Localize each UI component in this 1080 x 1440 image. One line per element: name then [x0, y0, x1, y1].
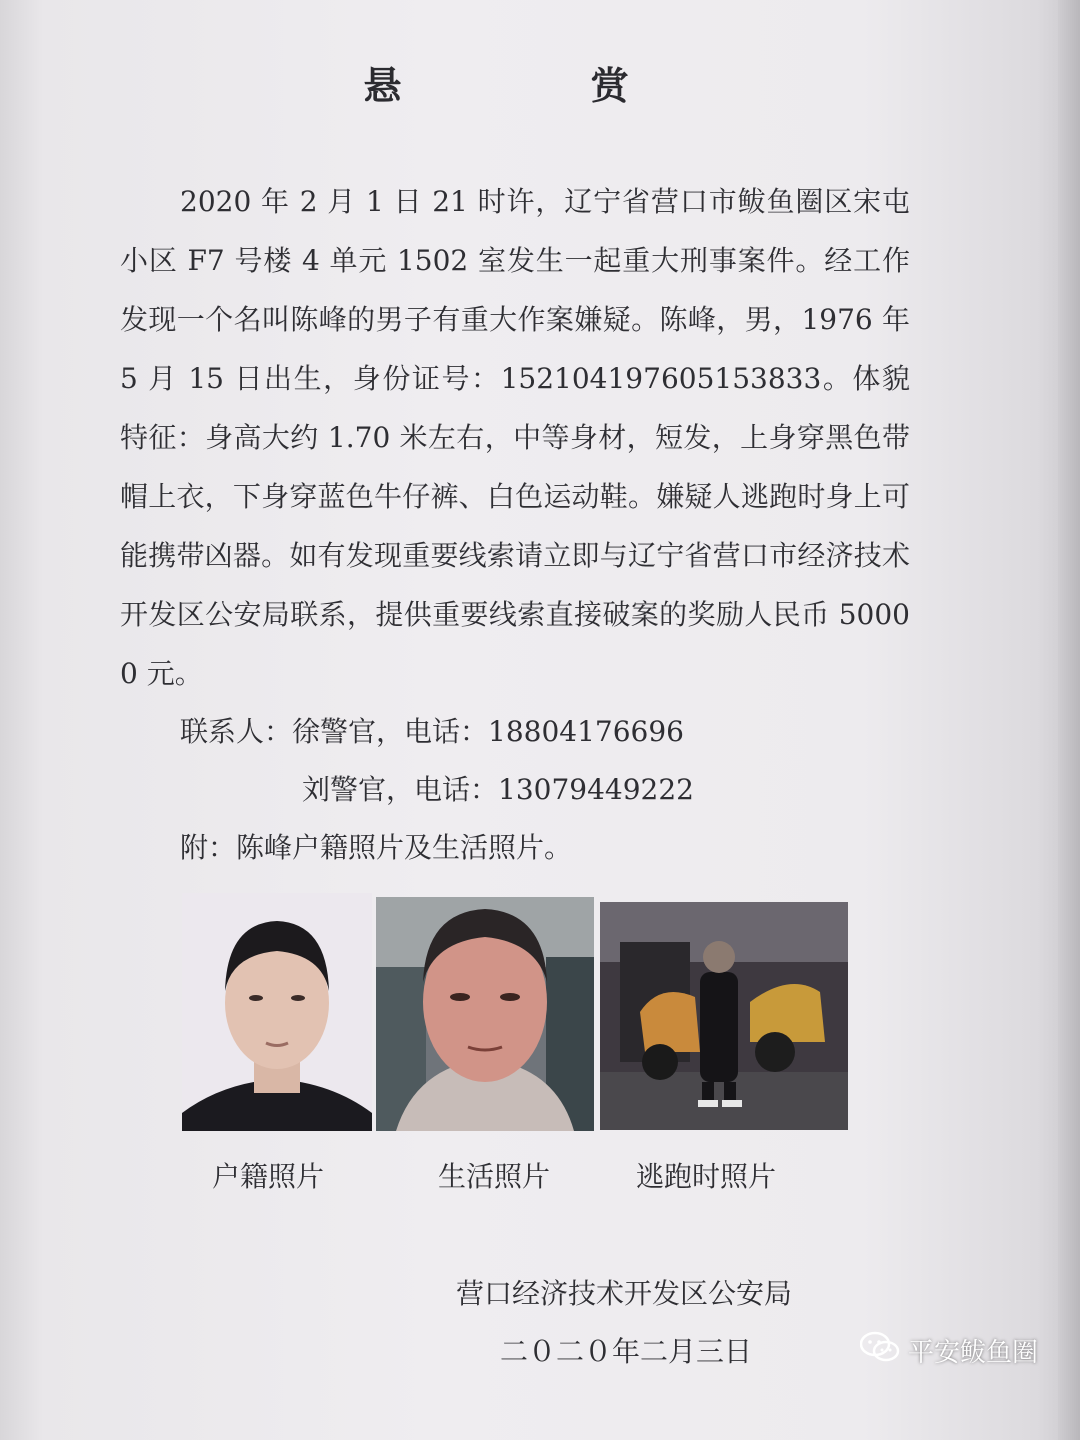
escape-photo — [600, 902, 848, 1130]
notice-title: 悬 赏 — [363, 64, 717, 108]
notice-body: 2020 年 2 月 1 日 21 时许，辽宁省营口市鲅鱼圈区宋屯小区 F7 号楼 4 单元 1502 室发生一起重大刑事案件。经工作发现一个名叫陈峰的男子有重大作案嫌疑。陈峰，男，1976 年 5 月 15 日出生，身份证号：152104197605153833。体貌特征：身高大约 1.70 米左右，中等身材，短发，上身穿黑色带帽上衣，下身穿蓝色牛仔裤、白色运动鞋。嫌疑人逃跑时身上可能携带凶器。如有发现重要线索请立即与辽宁省营口市经济技术开发区公安局联系，提供重要线索直接破案的奖励人民币 50000 元。 — [120, 185, 910, 690]
caption-life-photo: 生活照片 — [438, 1160, 551, 1193]
paper-edge — [1058, 0, 1080, 1440]
contact-liu: 刘警官，电话：13079449222 — [302, 773, 694, 806]
issue-date: 二０二０年二月三日 — [500, 1335, 753, 1368]
contact-xu: 联系人：徐警官，电话：18804176696 — [180, 715, 684, 748]
life-photo — [376, 897, 594, 1131]
caption-escape-photo: 逃跑时照片 — [636, 1160, 777, 1193]
wechat-icon — [860, 1330, 900, 1371]
issuer: 营口经济技术开发区公安局 — [456, 1277, 793, 1310]
attachment-note: 附：陈峰户籍照片及生活照片。 — [180, 831, 573, 864]
watermark — [860, 1330, 1038, 1371]
caption-id-photo: 户籍照片 — [212, 1160, 325, 1193]
id-photo — [182, 893, 372, 1131]
watermark-text: 平安鲅鱼圈 — [908, 1338, 1039, 1368]
